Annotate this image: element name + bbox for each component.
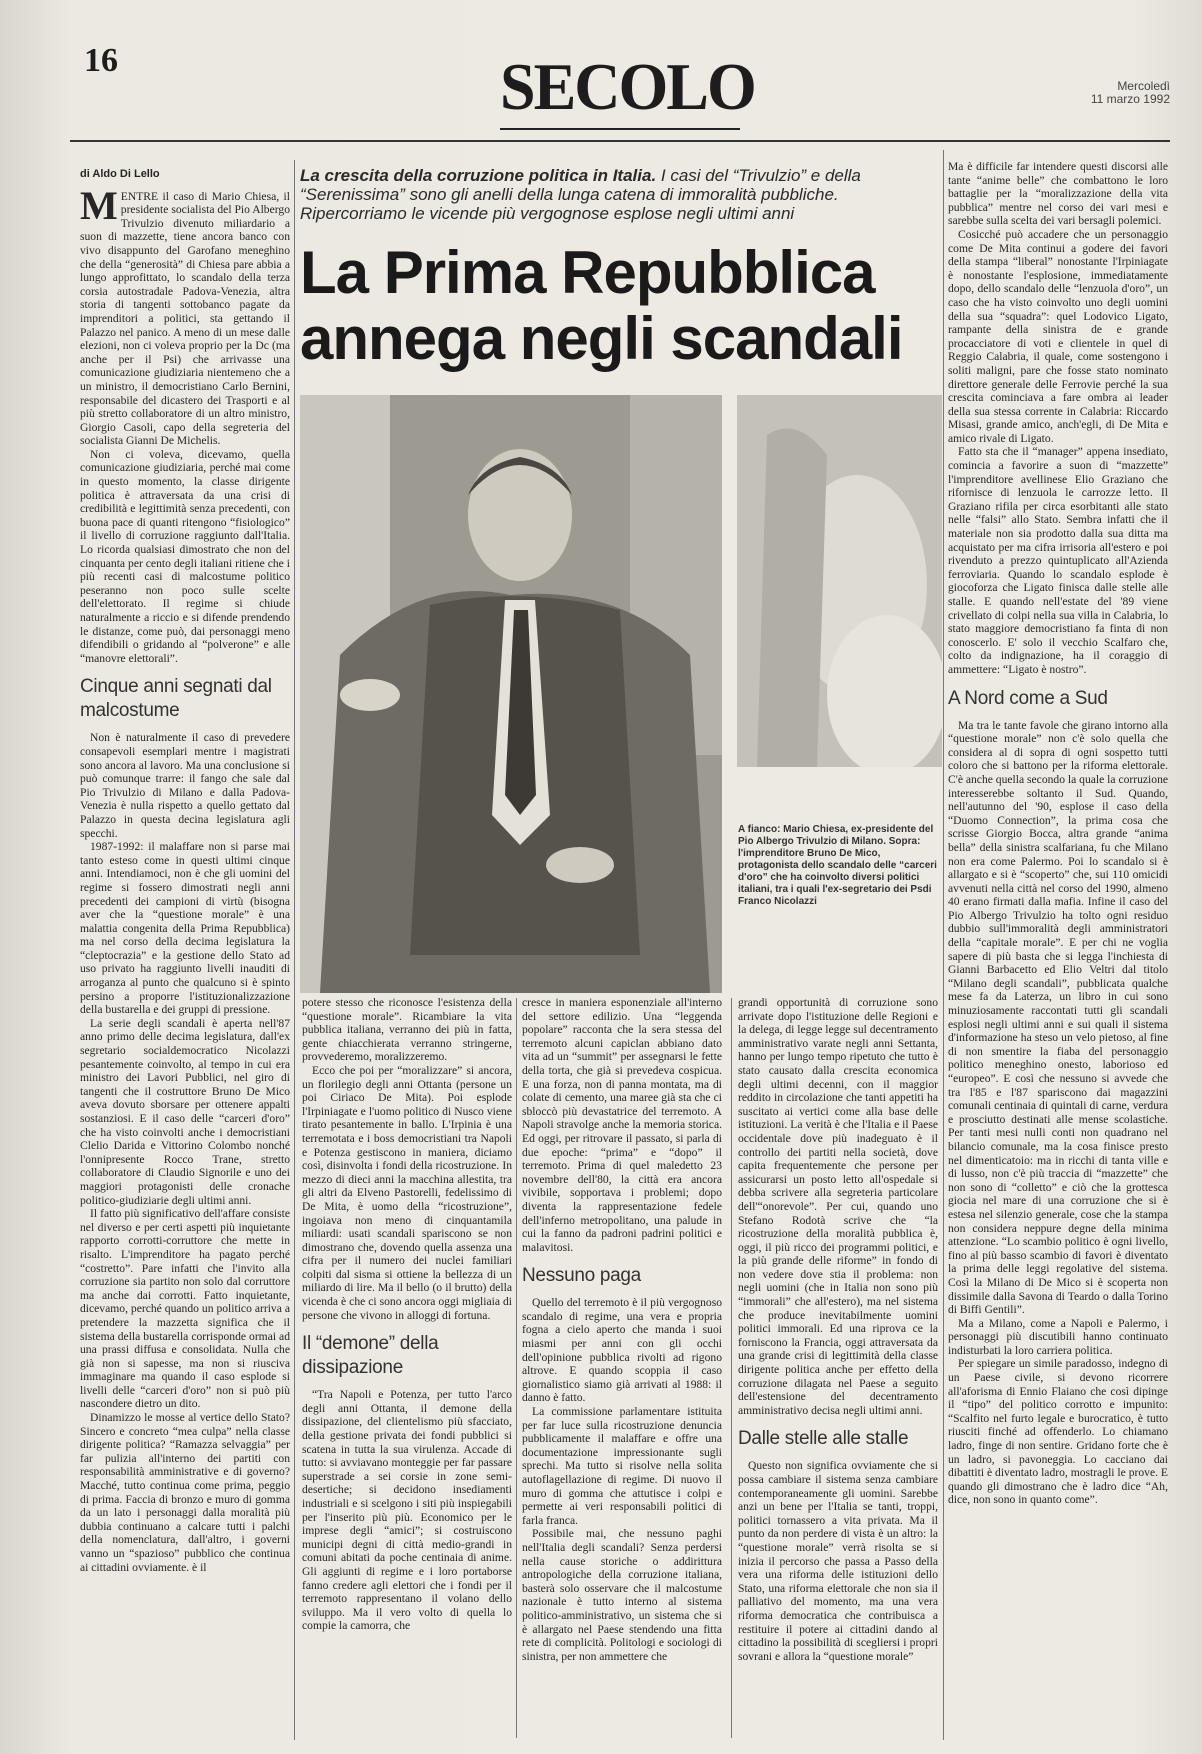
right-column xyxy=(948,160,1168,1507)
kicker xyxy=(300,166,900,223)
left-paragraph: Non è naturalmente il caso di prevedere consapevoli esemplari mentre i magistrati sono ancora al lavoro. Ma una conclusione si può comunque trarre: il fango che sale dal Pio Trivulzio di Milano e dalla Padova-Venezia è nulla rispetto a quello gettato dal Palazzo in questa decina legislatura agli specchi. xyxy=(80,731,290,840)
mid3-paragraph: grandi opportunità di corruzione sono arrivate dopo l'istituzione delle Regioni e la delega, di legge legge sul decentramento amministrativo varate negli anni Settanta, hanno per lungo tempo ripetuto che tutto è stato causato dalla crescita economica degli ultimi decenni, con il maggior reddito in circolazione che tanti appetiti ha suscitato ai vertici come alla base delle istituzioni. La verità è che l'Italia e il Paese occidentale dove più inadeguato è il controllo dei partiti nella società, dove capita frequentemente che persone per assicurarsi un posto letto all'ospedale si debba scrivere alla segreteria particolare dell'“onorevole”. Per cui, quando uno Stefano Rodotà scrive che “la ricostruzione della moralità pubblica è, oggi, il più ricco dei programmi politici, e la più grande delle riforme” in fondo di non vedere dove stia il problema: non negli uomini (che in Italia non sono più “immorali” che all'estero), ma nel sistema che produce inevitabilmente uomini politici immorali. Ed una riprova ce la forniscono la Francia, oggi attraversata da una grande crisi di legittimità della classe dirigente politica anche per effetto della corruzione dilagata nel Paese a seguito dell'estensione del decentramento amministrativo decisa negli ultimi anni. xyxy=(738,996,938,1417)
mid2-paragraph: Quello del terremoto è il più vergognoso scandalo di regime, una vera e propria fogna a cielo aperto che manda i suoi miasmi per anni con gli occhi dell'opinione pubblica rivolti ad rigono altrove. E quando scoppia il caso giornalistico siamo già arrivati al 1988: il danno è fatto. xyxy=(522,1296,722,1405)
photo-side-illustration xyxy=(737,395,942,767)
column-rule xyxy=(943,150,944,1740)
left-paragraph: 1987-1992: il malaffare non si parse mai tanto esteso come in questi ultimi cinque anni. Intendiamoci, non è che gli uomini del regime si fossero dimostrati negli anni precedenti dei campioni di virtù (bisogna aver che la “questione morale” è una malattia congenita della Prima Repubblica) ma nel corso della decima legislatura la “cleptocrazia” e la gestione dello Stato ad uso privato ha raggiunto livelli inauditi di arroganza al punto che qualcuno si è spinto persino a proporre l'istituzionalizzazione della bustarella e dei gruppi di pressione. xyxy=(80,840,290,1017)
mid2-paragraph: La commissione parlamentare istituita per far luce sulla ricostruzione denuncia pubblicamente il malaffare e offre una documentazione impressionante sugli sprechi. Ma tutto si risolve nella solita autoflagellazione di regime. Di nuovo il muro di gomma che attutisce i colpi e permette ai veri responsabili politici di farla franca. xyxy=(522,1405,722,1527)
right-paragraph: Ma a Milano, come a Napoli e Palermo, i personaggi più discutibili hanno continuato indisturbati la loro carriera politica. xyxy=(948,1316,1168,1357)
middle-column-1 xyxy=(302,996,512,1633)
left-paragraph: La serie degli scandali è aperta nell'87 anno primo delle decima legislatura, dall'ex segretario socialdemocratico Nicolazzi pesantemente coinvolto, al tempo in cui era ministro dei Lavori Pubblici, nel giro di tangenti che il costruttore Bruno De Mico aveva dovuto sborsare per ottenere appalti sostanziosi. E il caso delle “carceri d'oro” che ha visto coinvolti anche i democristiani Clelio Darida e Vittorino Colombo nonché l'onnipresente Rocco Trane, stretto collaboratore di Claudio Signorile e uno dei maggiori protagonisti delle cronache politico-giudiziarie degli ultimi anni. xyxy=(80,1016,290,1207)
subhead-nessuno-paga: Nessuno paga xyxy=(522,1265,641,1287)
kicker-rest: I casi del “Trivulzio” e della “Serenissima” sono gli anelli della lunga catena di immoralità pubbliche. Ripercorriamo le vicende più vergognose esplose negli ultimi anni xyxy=(300,166,861,223)
page-number: 16 xyxy=(84,42,118,79)
right-paragraph: Ma è difficile far intendere questi discorsi alle tante “anime belle” che combattono le loro battaglie per la “moralizzazione della vita pubblica” mentre nel corso dei vari mesi e sarebbe sulla scelta dei vari bersagli polemici. xyxy=(948,160,1168,228)
left-paragraph: ENTRE il caso di Mario Chiesa, il presidente socialista del Pio Albergo Trivulzio divenuto miliardario a suon di mazzette, tiene ancora banco con vivo disappunto del Garofano meneghino che della “generosità” di Chiesa pare abbia a lungo approfittato, lo scandalo della terza corsia autostradale Padova-Venezia, altra storia di tangenti sottobanco pagate da imprenditori a politici, sta gettando il Palazzo nel panico. A meno di un mese dalle elezioni, non ci voleva proprio per la Dc (ma anche per il Psi) che arrivasse una comunicazione giudiziaria nientemeno che a un ministro, il democristiano Carlo Bernini, responsabile del dicastero dei Trasporti e al più stretto collaboratore di un altro ministro, Giorgio Casoli, capo della segreteria del socialista Gianni De Michelis. xyxy=(80,189,290,448)
kicker-lead: La crescita della corruzione politica in Italia. xyxy=(300,166,657,185)
mid1-paragraph: “Tra Napoli e Potenza, per tutto l'arco degli anni Ottanta, il demone della dissipazione, del clientelismo più sfacciato, della gestione privata dei fondi pubblici si scatena in tutta la sua virulenza. Accade di tutto: si avviavano monteggie per far passare superstrade a sei corsie in zone semi-desertiche; si decidono insediamenti industriali e si scelgono i siti più inspiegabili per l'inserito più più. Economico per le imprese degli “amici”; si costruiscono municipi degni di città medio-grandi in comuni abitati da poche centinaia di anime. Gli aggiunti di regime e i loro portaborse fanno credere agli elettori che i fondi per il terremoto rappresentano il volano dello sviluppo. Ma il vero volto di quella lo compie la camorra, che xyxy=(302,1388,512,1633)
column-rule xyxy=(731,998,732,1738)
top-rule xyxy=(70,140,1170,142)
mid1-paragraph: Ecco che poi per “moralizzare” si ancora, un florilegio degli anni Ottanta (persone un poi Ciriaco De Mita). Poi esplode l'Irpiniagate e l'uomo politico di Nusco viene tirato pesantemente in ballo. L'Irpinia è una terremotata e i boss democristiani tra Napoli e Potenza gestiscono in maniera, diciamo così, disinvolta i fondi della ricostruzione. In mezzo di dieci anni la macchina allestita, tra gli altri da Elveno Pastorelli, fedelissimo di De Mita, è uomo della “ricostruzione”, ingoiava non meno di cinquantamila miliardi: usati scandali spariscono se non dimostrano che, dovendo quella assenza una cifra per il numero dei nuclei familiari colpiti dal sisma si ottiene la bellezza di un miliardo di lire. Ma il bello (o il brutto) della vicenda è che ci sono ancora oggi migliaia di persone che vivono in alloggi di fortuna. xyxy=(302,1063,512,1322)
left-paragraph: Non ci voleva, dicevamo, quella comunicazione giudiziaria, perché mai come in questo momento, la classe dirigente politica è attraversata da una crisi di credibilità e legittimità senza precedenti, con buona pace di quanti ritengono “fisiologico” il livello di corruzione raggiunto dall'Italia. Lo ricorda qualsiasi dimostrato che non del cinquanta per cento degli italiani ritiene che i più recenti casi di malcostume politico peseranno non poco sulle scelte dell'elettorato. Il regime si chiude naturalmente a riccio e si difende prendendo le distanze, come può, dai personaggi meno difendibili o gridando al “polverone” e alle “manovre elettorali”. xyxy=(80,447,290,665)
date-weekday: Mercoledì xyxy=(1117,79,1170,93)
masthead-rule xyxy=(500,128,740,136)
subhead-cinque-anni: Cinque anni segnati dal malcostume xyxy=(80,676,272,722)
middle-column-2 xyxy=(522,996,722,1663)
subhead-nord-sud: A Nord come a Sud xyxy=(948,687,1108,709)
headline-line-2: annega negli scandali xyxy=(300,305,903,372)
photo-mario-chiesa xyxy=(300,395,722,993)
right-paragraph: Fatto sta che il “manager” appena insediato, comincia a favorire a suon di “mazzette” l'imprenditore avellinese Elio Graziano che rifornisce di lenzuola le carrozze letto. Il Graziano rifila per circa esorbitanti alle stato nelle “falsi” allo Stato. Sembra infatti che il materiale non sia prodotto dalla sua ditta ma acquistato per ma cifra irrisoria all'estero e poi rivenduto a prezzo quintuplicato all'Azienda ferroviaria. Quando lo scandalo esplode è giocoforza che Ligato finisca dalle stelle alle stalle. E quando nell'estate del '89 viene crivellato di colpi nella sua villa in Calabria, lo stato maggiore democristiano fa finta di non conoscerlo. E' solo il vecchio Scalfaro che, colto da indignazione, ha il coraggio di ammettere: “Ligato è nostro”. xyxy=(948,445,1168,676)
mid2-paragraph: cresce in maniera esponenziale all'interno del settore edilizio. Una “leggenda popolare” racconta che la sera stessa del terremoto alcuni capiclan abbiano dato vita ad un “summit” per assegnarsi le fette della torta, che già si prevedeva cospicua. E una forza, non di panna montata, ma di colate di cemento, una maree già sta che ci sbloccò più devastatrice del terremoto. A Napoli stravolge anche la memoria storica. Ed oggi, per ritrovare il passato, si parla di due epoche: “prima” e “dopo” il terremoto. Prima di quel maledetto 23 novembre dell'80, la città era ancora vivibile, sopportava i problemi; dopo diventa la rappresentazione fedele dell'inferno metropolitano, una palude in cui la fanno da padroni padrini politici e malavitosi. xyxy=(522,996,722,1254)
middle-column-3 xyxy=(738,996,938,1663)
photo-caption: A fianco: Mario Chiesa, ex-presidente del Pio Albergo Trivulzio di Milano. Sopra: l'imprenditore Bruno De Mico, protagonista dello scandalo delle “carceri d'oro” che ha coinvolto diversi politici italiani, tra i quali l'ex-segretario dei Psdi Franco Nicolazzi xyxy=(738,824,937,907)
column-rule xyxy=(516,998,517,1738)
mid1-paragraph: potere stesso che riconosce l'esistenza della “questione morale”. Ricambiare la vita pubblica italiana, verranno dei più in fatta, gente chiacchierata verranno stringerne, provvederemo, moralizzeremo. xyxy=(302,996,512,1064)
subhead-demone: Il “demone” della dissipazione xyxy=(302,1333,439,1379)
date-day: 11 marzo 1992 xyxy=(1090,92,1170,106)
masthead-logo: SECOLO xyxy=(500,49,755,124)
mid3-paragraph: Questo non significa ovviamente che si possa cambiare il sistema senza cambiare contemporaneamente gli uomini. Sarebbe anzi un bene per l'Italia se tanti, troppi, politici tornassero a vita privata. Ma il punto da non perdere di vista è un altro: la “questione morale” verrà risolta se si inizia il percorso che passa a Passo della vera una riforma delle istituzioni dello Stato, una riforma elettorale che non sia il palliativo del momento, ma una vera riforma democratica che contribuisca a restituire il potere ai cittadini dando al cittadino la possibilità di scegliersi i propri sovrani e allora la “questione morale” xyxy=(738,1459,938,1663)
right-paragraph: Ma tra le tante favole che girano intorno alla “questione morale” non c'è solo quella che considera al di sopra di ogni sospetto tutti coloro che si battono per la riforma elettorale. C'è anche quella secondo la quale la corruzione interesserebbe soltanto il Sud. Quando, nell'autunno del '90, esplose il caso della “Duomo Connection”, la prima cosa che scrisse Giorgio Bocca, altra grande “anima bella” della sinistra scalfariana, fu che Milano non era come Palermo. Poi lo scandalo si è allargato e si è “scoperto” che, sui 110 omicidi avvenuti nella città nel corso del 1990, almeno 40 erano firmati dalla mafia. Infine il caso del Pio Albergo Trivulzio ha tolto ogni residuo dubbio sull'immoralità degli amministratori della “capitale morale”. E per chi ne voglia sapere di più basta che si legga l'inchiesta di Gianni Barbacetto ed Elio Veltri dal titolo “Milano degli scandali”, pubblicata qualche mese fa da Laterza, un libro in cui sono minuziosamente raccontati tutti gli scandali esplosi negli ultimi anni e sui quali il sistema d'informazione ha steso un velo pietoso, al fine di non smentire la fiaba del personaggio politico meneghino onesto, laborioso ed “europeo”. E così che nessuno si avvede che tra l'85 e l'87 spariscono dai magazzini comunali centinaia di quintali di carne, verdura e prosciutto destinati alle mense scolastiche. Per tanti mesi nulli conti non quadrano nel bilancio comunale, ma la cosa finisce presto nel dimenticatoio: ma in ricchi di tanta ville e di lusso, non c'è più traccia di “mazzette” che non sono di “colletto” e ciò che la grottesca giocia nel mare di una corruzione che si è estesa nel silenzio generale, cose che la stampa non considera neppure degne della minima attenzione. “Lo scambio politico è ogni livello, fino al più basso scambio di favori è diventato la prima delle leggi regolative del sistema. Così la Milano di De Mico si è scoperta non dissimile dalla Savona di Teardo o dalla Torino di Biffi Gentili”. xyxy=(948,718,1169,1317)
mid2-paragraph: Possibile mai, che nessuno paghi nell'Italia degli scandali? Senza perdersi nella cause storiche o addirittura antropologiche della corruzione italiana, basterà solo osservare che il malcostume nazionale è tutto interno al sistema politico-amministrativo, un sistema che si è allargato nel Paese stendendo una fitta rete di complicità. Politologi e sociologi di sinistra, per non ammettere che xyxy=(522,1527,722,1663)
photo-main-illustration xyxy=(300,395,722,993)
headline xyxy=(300,240,920,372)
date-block xyxy=(1060,80,1170,106)
byline: di Aldo Di Lello xyxy=(80,168,160,180)
left-column xyxy=(80,168,290,1574)
right-paragraph: Per spiegare un simile paradosso, indegno di un Paese civile, si devono ricorrere all'aforisma di Ennio Flaiano che così dipinge il “tipo” del politico corrotto e impunito: “Scalfito nel furto legale e burocratico, è tutto riusciti finché ad offenderlo. Lo chiamano ladro, finge di non sentire. Gridano forte che è un ladro, si pavoneggia. Lo cacciano dai dibattiti è diventato ladro, mostragli le prove. E quando gli dimostrano che è ladro dice “Ah, dice, non sono in quanto come”. xyxy=(948,1357,1168,1507)
headline-line-1: La Prima Repubblica xyxy=(300,239,875,306)
subhead-stelle-stalle: Dalle stelle alle stalle xyxy=(738,1428,909,1450)
drop-cap: M xyxy=(80,182,118,228)
left-paragraph: Il fatto più significativo dell'affare consiste nel diverso e per certi aspetti più inquietante rapporto corrotti-corruttore che mette in risalto. L'imprenditore ha pagato perché “costretto”. Pare infatti che l'invito alla corruzione sia partito non solo dal corruttore ma anche dai corrotti. Fatto inquietante, dicevamo, perché quando un politico arriva a pretendere la mazzetta significa che il sistema della bustarella corrisponde ormai ad una prassi diffusa e consolidata. Nulla che già non si sapesse, ma non si riusciva immaginare ma quando il caso esplode si livelli delle “carceri d'oro” non si può più nascondere dietro un dito. xyxy=(80,1207,290,1411)
right-paragraph: Cosicché può accadere che un personaggio come De Mita continui a godere dei favori della stampa “liberal” nonostante l'Irpiniagate è nonostante l'esplosione, immediatamente dopo, dello scandalo delle “lenzuola d'oro”, un caso che ha visto coinvolto uno degli uomini della sua “squadra”: quel Lodovico Ligato, rampante della sinistra de e grande procacciatore di voti e clientele in quel di Reggio Calabria, il quale, come sostengono i soliti maligni, pare che fosse stato nominato direttore generale delle Ferrovie perché la sua crescita cominciava a fare ombra ai leader della sua stessa corrente in Calabria: Riccardo Misasi, grande amico, anch'egli, di De Mita e amico rivale di Ligato. xyxy=(948,227,1168,445)
column-rule xyxy=(294,160,295,1740)
photo-bruno-de-mico xyxy=(737,395,942,767)
left-paragraph: Dinamizzo le mosse al vertice dello Stato? Sincero e concreto “mea culpa” nella classe dirigente politica? “Ramazza selvaggia” per far pulizia all'interno dei partiti con responsabilità amministrative e di governo? Macché, tutto continua come prima, peggio di prima. Faccia di bronzo e muro di gomma da un lato i personaggi dalla moralità più dubbia continuano a calcare tutti i palchi della nomenclatura, dall'altro, i governi vanno un “spazioso” pubblico che continua ai cittadini ovviamente. è il xyxy=(80,1411,290,1574)
